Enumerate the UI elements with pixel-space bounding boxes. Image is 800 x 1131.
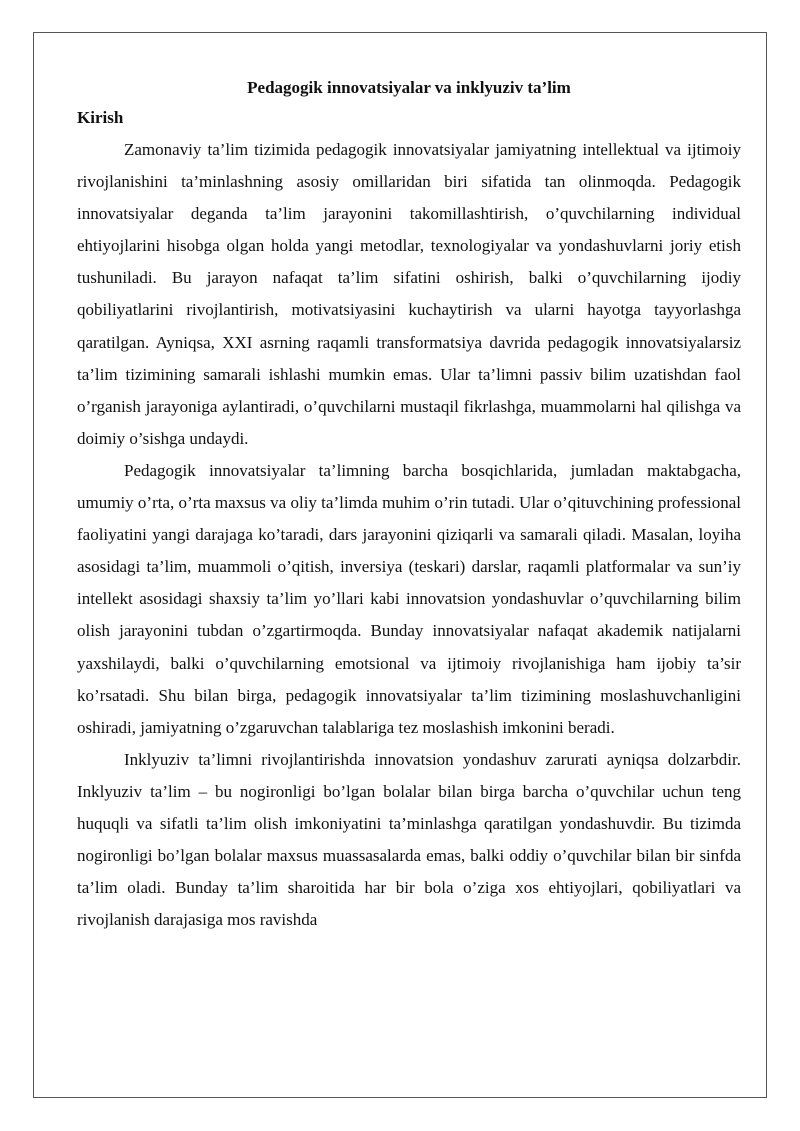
paragraph-1: Zamonaviy ta’lim tizimida pedagogik innovatsiyalar jamiyatning intellektual va ijtimoiy rivojlanishini ta’minlashning asosiy omillaridan biri sifatida tan olinmoqda. Pedagogik innovatsiyalar deganda ta’lim jarayonini takomillashtirish, o’quvchilarning individual ehtiyojlarini hisobga olgan holda yangi metodlar, texnologiyalar va yondashuvlarni joriy etish tushuniladi. Bu jarayon nafaqat ta’lim sifatini oshirish, balki o’quvchilarning ijodiy qobiliyatlarini rivojlantirish, motivatsiyasini kuchaytirish va ularni hayotga tayyorlashga qaratilgan. Ayniqsa, XXI asrning raqamli transformatsiya davrida pedagogik innovatsiyalarsiz ta’lim tizimining samarali ishlashi mumkin emas. Ular ta’limni passiv bilim uzatishdan faol o’rganish jarayoniga aylantiradi, o’quvchilarni mustaqil fikrlashga, muammolarni hal qilishga va doimiy o’sishga undaydi. xyxy=(77,140,741,448)
paragraph-2: Pedagogik innovatsiyalar ta’limning barcha bosqichlarida, jumladan maktabgacha, umumiy o’rta, o’rta maxsus va oliy ta’limda muhim o’rin tutadi. Ular o’qituvchining professional faoliyatini yangi darajaga ko’taradi, dars jarayonini qiziqarli va samarali qiladi. Masalan, loyiha asosidagi ta’lim, muammoli o’qitish, inversiya (teskari) darslar, raqamli platformalar va sun’iy intellekt asosidagi shaxsiy ta’lim yo’llari kabi innovatsion yondashuvlar o’quvchilarning bilim olish jarayonini tubdan o’zgartirmoqda. Bunday innovatsiyalar nafaqat akademik natijalarni yaxshilaydi, balki o’quvchilarning emotsional va ijtimoiy rivojlanishiga ham ijobiy ta’sir ko’rsatadi. Shu bilan birga, pedagogik innovatsiyalar ta’lim tizimining moslashuvchanligini oshiradi, jamiyatning o’zgaruvchan talablariga tez moslashish imkonini beradi. xyxy=(77,460,741,737)
document-body xyxy=(77,73,741,936)
paragraph-3: Inklyuziv ta’limni rivojlantirishda innovatsion yondashuv zarurati ayniqsa dolzarbdir. Inklyuziv ta’lim – bu nogironligi bo’lgan bolalar bilan birga barcha o’quvchilar uchun teng huquqli va sifatli ta’lim olish imkoniyatini ta’minlashga qaratilgan yondashuvdir. Bu tizimda nogironligi bo’lgan bolalar maxsus muassasalarda emas, balki oddiy o’quvchilar bilan bir sinfda ta’lim oladi. Bunday ta’lim sharoitida har bir bola o’ziga xos ehtiyojlari, qobiliyatlari va rivojlanish darajasiga mos ravishda xyxy=(77,749,741,930)
section-heading-kirish: Kirish xyxy=(77,108,124,127)
document-title: Pedagogik innovatsiyalar va inklyuziv ta’lim xyxy=(247,78,571,97)
